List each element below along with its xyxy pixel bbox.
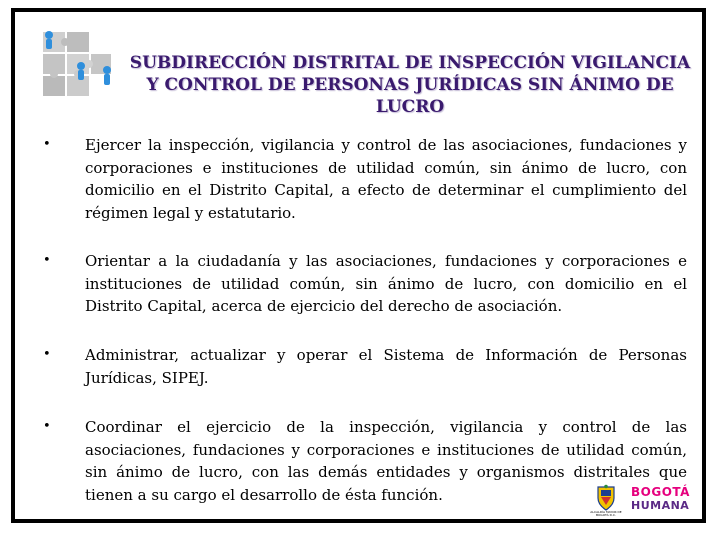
bogota-humana-logo [631, 486, 691, 511]
bullet: • [43, 419, 51, 434]
bullet: • [43, 253, 51, 268]
footer-logos [590, 484, 695, 520]
bullet: • [43, 137, 51, 152]
item-text: Orientar a la ciudadanía y las asociaciones, fundaciones y corporaciones e instituciones de utilidad común, sin ánimo de lucro, con domicilio en el Distrito Capital, acerca de ejercicio del derecho de asociación. [85, 252, 687, 315]
item-text: Coordinar el ejercicio de la inspección, vigilancia y control de las asociaciones, fundaciones y corporaciones e instituciones de utilidad común, sin ánimo de lucro, con las demás entidades y organismos distritales que tienen a su cargo el desarrollo de ésta función. [85, 418, 687, 504]
puzzle-people-icon [37, 26, 123, 100]
bullet: • [43, 347, 51, 362]
slide-title: SUBDIRECCIÓN DISTRITAL DE INSPECCIÓN VIGILANCIA Y CONTROL DE PERSONAS JURÍDICAS SIN ÁNIMO DE LUCRO [129, 53, 691, 117]
slide-frame [11, 8, 706, 523]
coat-of-arms-icon [595, 484, 617, 512]
alcaldia-label: ALCALDÍA MAYOR DE BOGOTÁ D.C. [590, 510, 622, 517]
bogota-logo-bottom: HUMANA [631, 499, 690, 512]
item-text: Ejercer la inspección, vigilancia y control de las asociaciones, fundaciones y corporaciones e instituciones de utilidad común, sin ánimo de lucro, con domicilio en el Distrito Capital, a efecto de determinar el cumplimiento del régimen legal y estatutario. [85, 136, 687, 222]
bogota-logo-top: BOGOTÁ [631, 485, 690, 499]
item-text: Administrar, actualizar y operar el Sistema de Información de Personas Jurídicas, SIPEJ. [85, 346, 687, 387]
